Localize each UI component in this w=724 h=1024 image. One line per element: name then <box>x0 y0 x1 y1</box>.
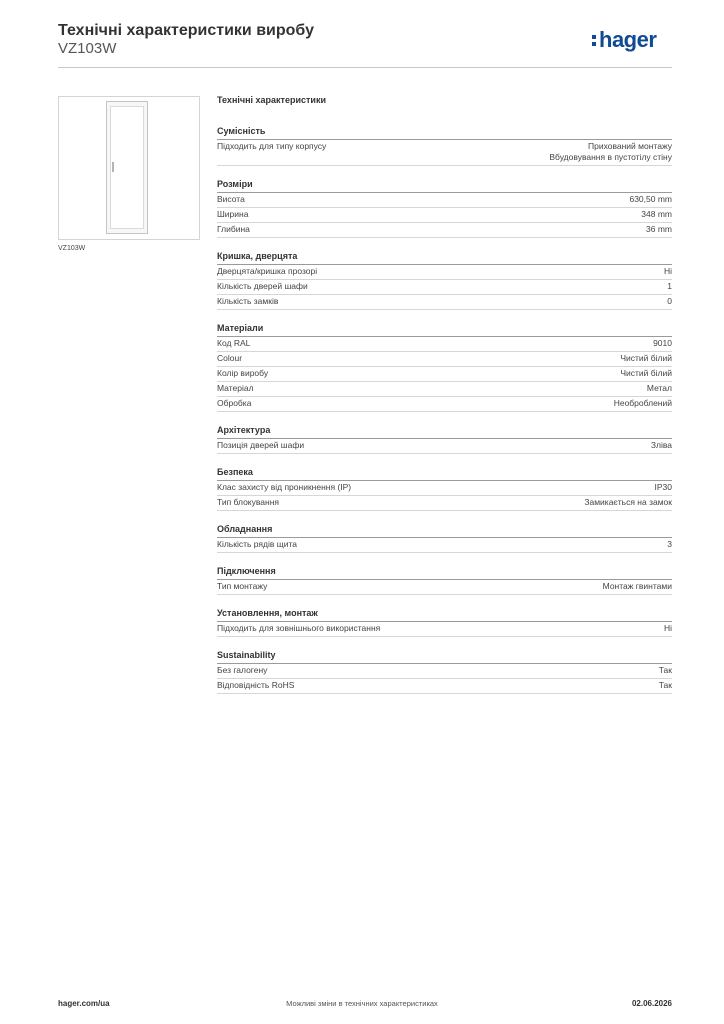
spec-group-title: Матеріали <box>217 322 672 337</box>
specs-title: Технічні характеристики <box>217 95 326 105</box>
spec-group-title: Сумісність <box>217 125 672 140</box>
spec-row <box>217 382 672 397</box>
spec-label: Матеріал <box>217 383 254 393</box>
spec-row <box>217 439 672 454</box>
spec-group <box>217 466 672 511</box>
spec-label: Кількість рядів щита <box>217 539 297 549</box>
spec-row <box>217 295 672 310</box>
spec-label: Позиція дверей шафи <box>217 440 305 450</box>
spec-label: Підходить для зовнішнього використання <box>217 623 381 633</box>
spec-label: Код RAL <box>217 338 251 348</box>
spec-row <box>217 580 672 595</box>
spec-label: Відповідність RoHS <box>217 680 295 690</box>
spec-label: Дверцята/кришка прозорі <box>217 266 318 276</box>
spec-row <box>217 193 672 208</box>
spec-row <box>217 496 672 511</box>
logo-dots-icon <box>592 32 597 48</box>
spec-value: Зліва <box>650 440 672 450</box>
header-divider <box>58 67 672 68</box>
spec-label: Тип монтажу <box>217 581 268 591</box>
spec-value: Так <box>658 680 672 690</box>
spec-row <box>217 679 672 694</box>
spec-label: Colour <box>217 353 243 363</box>
spec-group-title: Обладнання <box>217 523 672 538</box>
spec-value: Необроблений <box>613 398 672 408</box>
door-handle-icon <box>112 162 114 172</box>
spec-value: 1 <box>667 281 672 291</box>
spec-value: IP30 <box>654 482 672 492</box>
hager-logo[interactable] <box>592 28 656 52</box>
page-title: Технічні характеристики виробу <box>58 22 314 39</box>
spec-row <box>217 367 672 382</box>
logo-text: hager <box>599 27 657 52</box>
spec-label: Підходить для типу корпусу <box>217 141 327 151</box>
spec-value: Ні <box>663 623 672 633</box>
spec-label: Кількість дверей шафи <box>217 281 308 291</box>
spec-value: 0 <box>667 296 672 306</box>
spec-row <box>217 208 672 223</box>
spec-group <box>217 178 672 238</box>
spec-row <box>217 664 672 679</box>
specs-section <box>217 94 672 706</box>
spec-row <box>217 140 672 166</box>
spec-group <box>217 649 672 694</box>
spec-group-title: Безпека <box>217 466 672 481</box>
spec-value: Чистий білий <box>620 353 672 363</box>
spec-group <box>217 565 672 595</box>
spec-group <box>217 322 672 412</box>
spec-group-title: Архітектура <box>217 424 672 439</box>
spec-value: 36 mm <box>646 224 672 234</box>
spec-group-title: Кришка, дверцята <box>217 250 672 265</box>
spec-label: Ширина <box>217 209 249 219</box>
spec-value: Метал <box>646 383 672 393</box>
spec-row <box>217 265 672 280</box>
spec-group <box>217 607 672 637</box>
spec-label: Колір виробу <box>217 368 269 378</box>
cabinet-icon <box>106 101 148 234</box>
spec-row <box>217 622 672 637</box>
spec-group-title: Sustainability <box>217 649 672 664</box>
spec-label: Глибина <box>217 224 250 234</box>
spec-row <box>217 352 672 367</box>
spec-row <box>217 538 672 553</box>
spec-value: 9010 <box>653 338 672 348</box>
spec-value: Замикається на замок <box>584 497 672 507</box>
spec-row <box>217 280 672 295</box>
spec-value: 630,50 mm <box>629 194 672 204</box>
spec-value: Так <box>658 665 672 675</box>
image-caption: VZ103W <box>58 245 86 252</box>
spec-value: Монтаж гвинтами <box>602 581 672 591</box>
spec-label: Тип блокування <box>217 497 280 507</box>
cabinet-door <box>110 106 144 229</box>
spec-value: 348 mm <box>641 209 672 219</box>
spec-value: 3 <box>667 539 672 549</box>
footer-date: 02.06.2026 <box>631 999 672 1008</box>
spec-row <box>217 337 672 352</box>
product-code: VZ103W <box>58 40 117 57</box>
spec-row <box>217 397 672 412</box>
spec-group <box>217 424 672 454</box>
spec-value: Ні <box>663 266 672 276</box>
footer-notice: Можливі зміни в технічних характеристиках <box>286 999 438 1008</box>
spec-value: Прихований монтажу Вбудовування в пустотілу стіну <box>549 141 672 162</box>
spec-group <box>217 250 672 310</box>
spec-label: Висота <box>217 194 245 204</box>
spec-label: Обробка <box>217 398 252 408</box>
spec-label: Кількість замків <box>217 296 279 306</box>
spec-label: Клас захисту від проникнення (IP) <box>217 482 352 492</box>
spec-group <box>217 523 672 553</box>
spec-group <box>217 125 672 166</box>
spec-row <box>217 223 672 238</box>
spec-label: Без галогену <box>217 665 268 675</box>
product-image <box>58 96 200 240</box>
spec-group-title: Підключення <box>217 565 672 580</box>
spec-row <box>217 481 672 496</box>
spec-group-title: Розміри <box>217 178 672 193</box>
spec-value: Чистий білий <box>620 368 672 378</box>
footer-website[interactable]: hager.com/ua <box>58 999 110 1008</box>
spec-group-title: Установлення, монтаж <box>217 607 672 622</box>
spec-groups <box>217 125 672 694</box>
